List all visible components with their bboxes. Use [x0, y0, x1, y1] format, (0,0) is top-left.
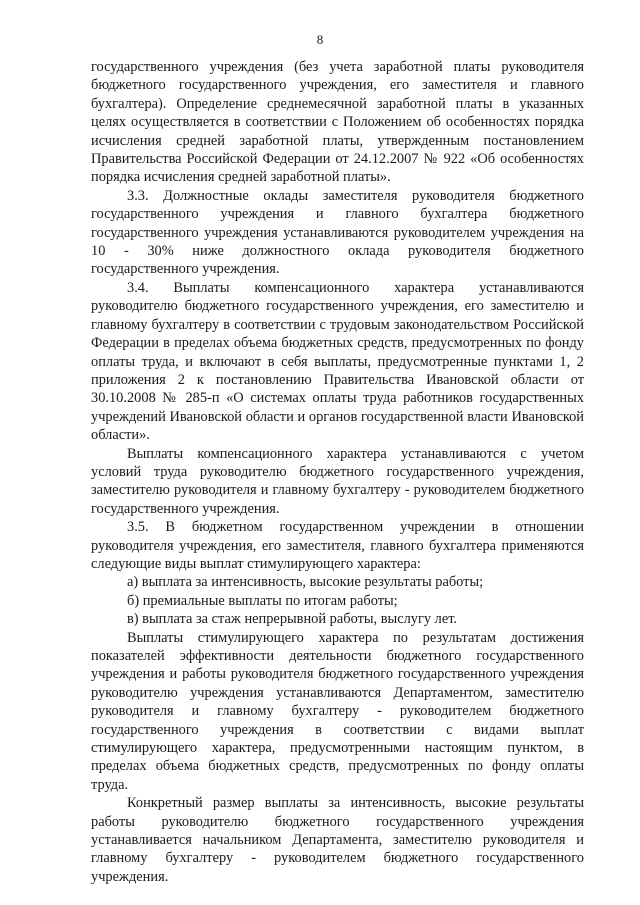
paragraph-salary-calculation: государственного учреждения (без учета заработной платы руководителя бюджетного государственного учреждения, его заместителя и главного бухгалтера). Определение среднемесячной заработной платы в указанных целях осуществляется в соответствии с Положением об особенностях порядка исчисления средней заработной платы, утвержденным постановлением Правительства Российской Федерации от 24.12.2007 № 922 «Об особенностях порядка исчисления средней заработной платы».: [91, 59, 584, 186]
paragraph-3-4: 3.4. Выплаты компенсационного характера устанавливаются руководителю бюджетного государственного учреждения, его заместителю и главному бухгалтеру в соответствии с трудовым законодательством Российской Федерации в пределах объема бюджетных средств, предусмотренных по фонду оплаты труда, и включают в себя выплаты, предусмотренные пунктами 1, 2 приложения 2 к постановлению Правительства Ивановской области от 30.10.2008 № 285-п «О системах оплаты труда работников государственных учреждений Ивановской области и органов государственной власти Ивановской области».: [91, 279, 584, 444]
paragraph-compensation-conditions: Выплаты компенсационного характера устанавливаются с учетом условий труда руководителю бюджетного государственного учреждения, заместителю руководителя и главному бухгалтеру - руководителем бюджетного государственного учреждения.: [91, 445, 584, 517]
paragraph-3-5: 3.5. В бюджетном государственном учреждении в отношении руководителя учреждения, его заместителя, главного бухгалтера применяются следующие виды выплат стимулирующего характера:: [91, 519, 584, 572]
document-body: [91, 58, 584, 886]
paragraph-intensity-payment: Конкретный размер выплаты за интенсивность, высокие результаты работы руководителю бюджетного государственного учреждения устанавливается начальником Департамента, заместителю руководителя и главному бухгалтеру - руководителем бюджетного государственного учреждения.: [91, 795, 584, 885]
paragraph-incentive-payments: Выплаты стимулирующего характера по результатам достижения показателей эффективности деятельности бюджетного государственного учреждения и работы руководителя бюджетного государственного учреждения руководителю учреждения устанавливаются Департаментом, заместителю руководителя и главному бухгалтеру - руководителем бюджетного государственного учреждения в соответствии с видами выплат стимулирующего характера, предусмотренными настоящим пунктом, в пределах объема бюджетных средств, предусмотренных по фонду оплаты труда.: [91, 629, 584, 793]
page-number: 8: [316, 32, 324, 47]
list-item-a: а) выплата за интенсивность, высокие результаты работы;: [127, 574, 484, 591]
paragraph-3-3: 3.3. Должностные оклады заместителя руководителя бюджетного государственного учреждения и главного бухгалтера бюджетного государственного учреждения устанавливаются руководителем учреждения на 10 - 30% ниже должностного оклада руководителя бюджетного государственного учреждения.: [91, 187, 584, 278]
list-item-b: б) премиальные выплаты по итогам работы;: [127, 592, 398, 609]
list-item-c: в) выплата за стаж непрерывной работы, выслугу лет.: [127, 611, 458, 628]
